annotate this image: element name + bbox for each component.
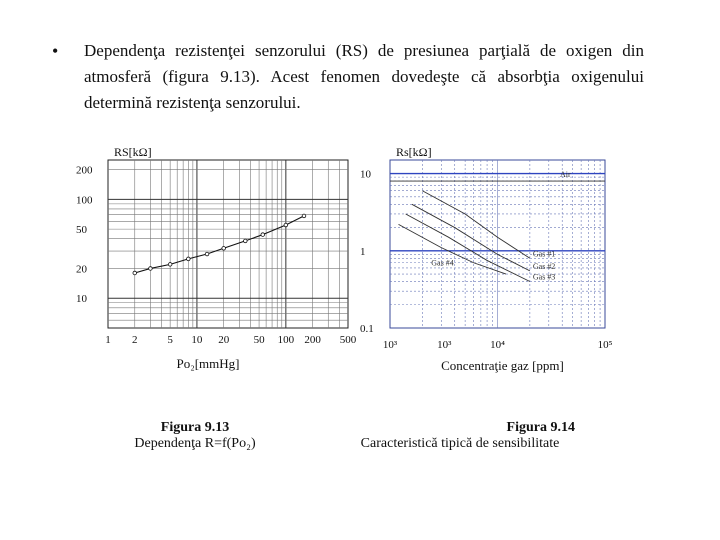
fig13-x-tick-label: 100 [277,334,295,346]
fig14-y-tick-label: 10 [360,168,371,181]
figure-9-14-chart [350,140,620,385]
fig14-series-label: Gas #2 [532,261,556,271]
fig14-x-tick-label: 10⁴ [490,339,505,351]
fig14-y-tick-label: 0.1 [360,323,374,335]
fig13-data-point [187,257,191,261]
fig14-series-line [422,191,530,259]
fig13-data-point [133,271,137,275]
bullet-marker: • [52,41,59,61]
fig13-x-tick-label: 200 [304,334,321,346]
fig13-caption-title: Figura 9.13 [160,420,230,435]
fig13-data-point [244,239,248,243]
fig14-x-axis-label: Concentraţie gaz [ppm] [441,358,564,373]
fig13-data-point [168,263,172,267]
fig14-grid [390,160,605,328]
paragraph-text: Dependenţa rezistenţei senzorului (RS) de presiunea parţială de oxigen din atmosferă (figura 9.13). Acest fenomen dovedeşte că absorbţia oxigenului determină rezistenţa senzorului. [84,41,644,112]
fig14-series-line [406,214,530,282]
fig14-x-tick-label: 10³ [382,339,398,351]
fig13-x-tick-label: 10 [191,334,203,346]
fig14-series-line [412,204,530,271]
figure-9-14-caption [335,420,585,452]
fig14-labels [360,145,613,373]
fig13-data-point [261,233,265,237]
fig13-data-point [222,246,226,250]
fig13-y-tick-label: 10 [76,293,87,306]
fig14-caption-subtitle: Caracteristică tipică de sensibilitate [360,436,560,451]
fig13-x-axis-label: Po₂[mmHg] [176,356,240,371]
fig13-y-tick-label: 200 [76,164,93,177]
fig13-y-tick-label: 50 [76,224,87,237]
fig13-series-line [135,216,304,273]
fig13-caption-subtitle: Dependenţa R=f(Po₂) [134,436,256,451]
fig13-y-tick-label: 20 [76,263,87,276]
fig14-series-label: Air [560,170,571,180]
fig14-caption-title: Figura 9.14 [506,420,575,435]
figure-9-13-caption [105,420,285,452]
fig14-series-label: Gas #4 [431,258,454,268]
fig13-labels [76,145,357,371]
fig13-data-point [149,267,153,271]
fig13-data-point [284,223,288,227]
fig13-x-tick-label: 2 [132,334,138,346]
fig13-series [133,214,306,275]
fig14-series-label: Gas #1 [532,249,556,259]
fig13-x-tick-label: 50 [253,334,265,346]
figure-9-13-chart [70,140,360,385]
fig13-grid [108,160,348,328]
fig14-series-label: Gas #3 [532,272,556,282]
fig14-y-tick-label: 1 [360,245,366,258]
fig13-x-tick-label: 1 [105,334,111,346]
fig13-data-point [205,252,209,256]
fig13-x-tick-label: 20 [218,334,230,346]
fig13-x-tick-label: 5 [167,334,173,346]
fig13-y-tick-label: 100 [76,194,93,207]
fig14-y-axis-label: Rs[kΩ] [396,145,432,159]
fig13-y-axis-label: RS[kΩ] [114,145,152,159]
fig13-x-tick-label: 500 [339,334,357,346]
fig14-x-tick-label: 10⁵ [597,339,613,351]
fig13-data-point [302,214,306,218]
fig14-x-tick-label: 10³ [437,339,452,351]
